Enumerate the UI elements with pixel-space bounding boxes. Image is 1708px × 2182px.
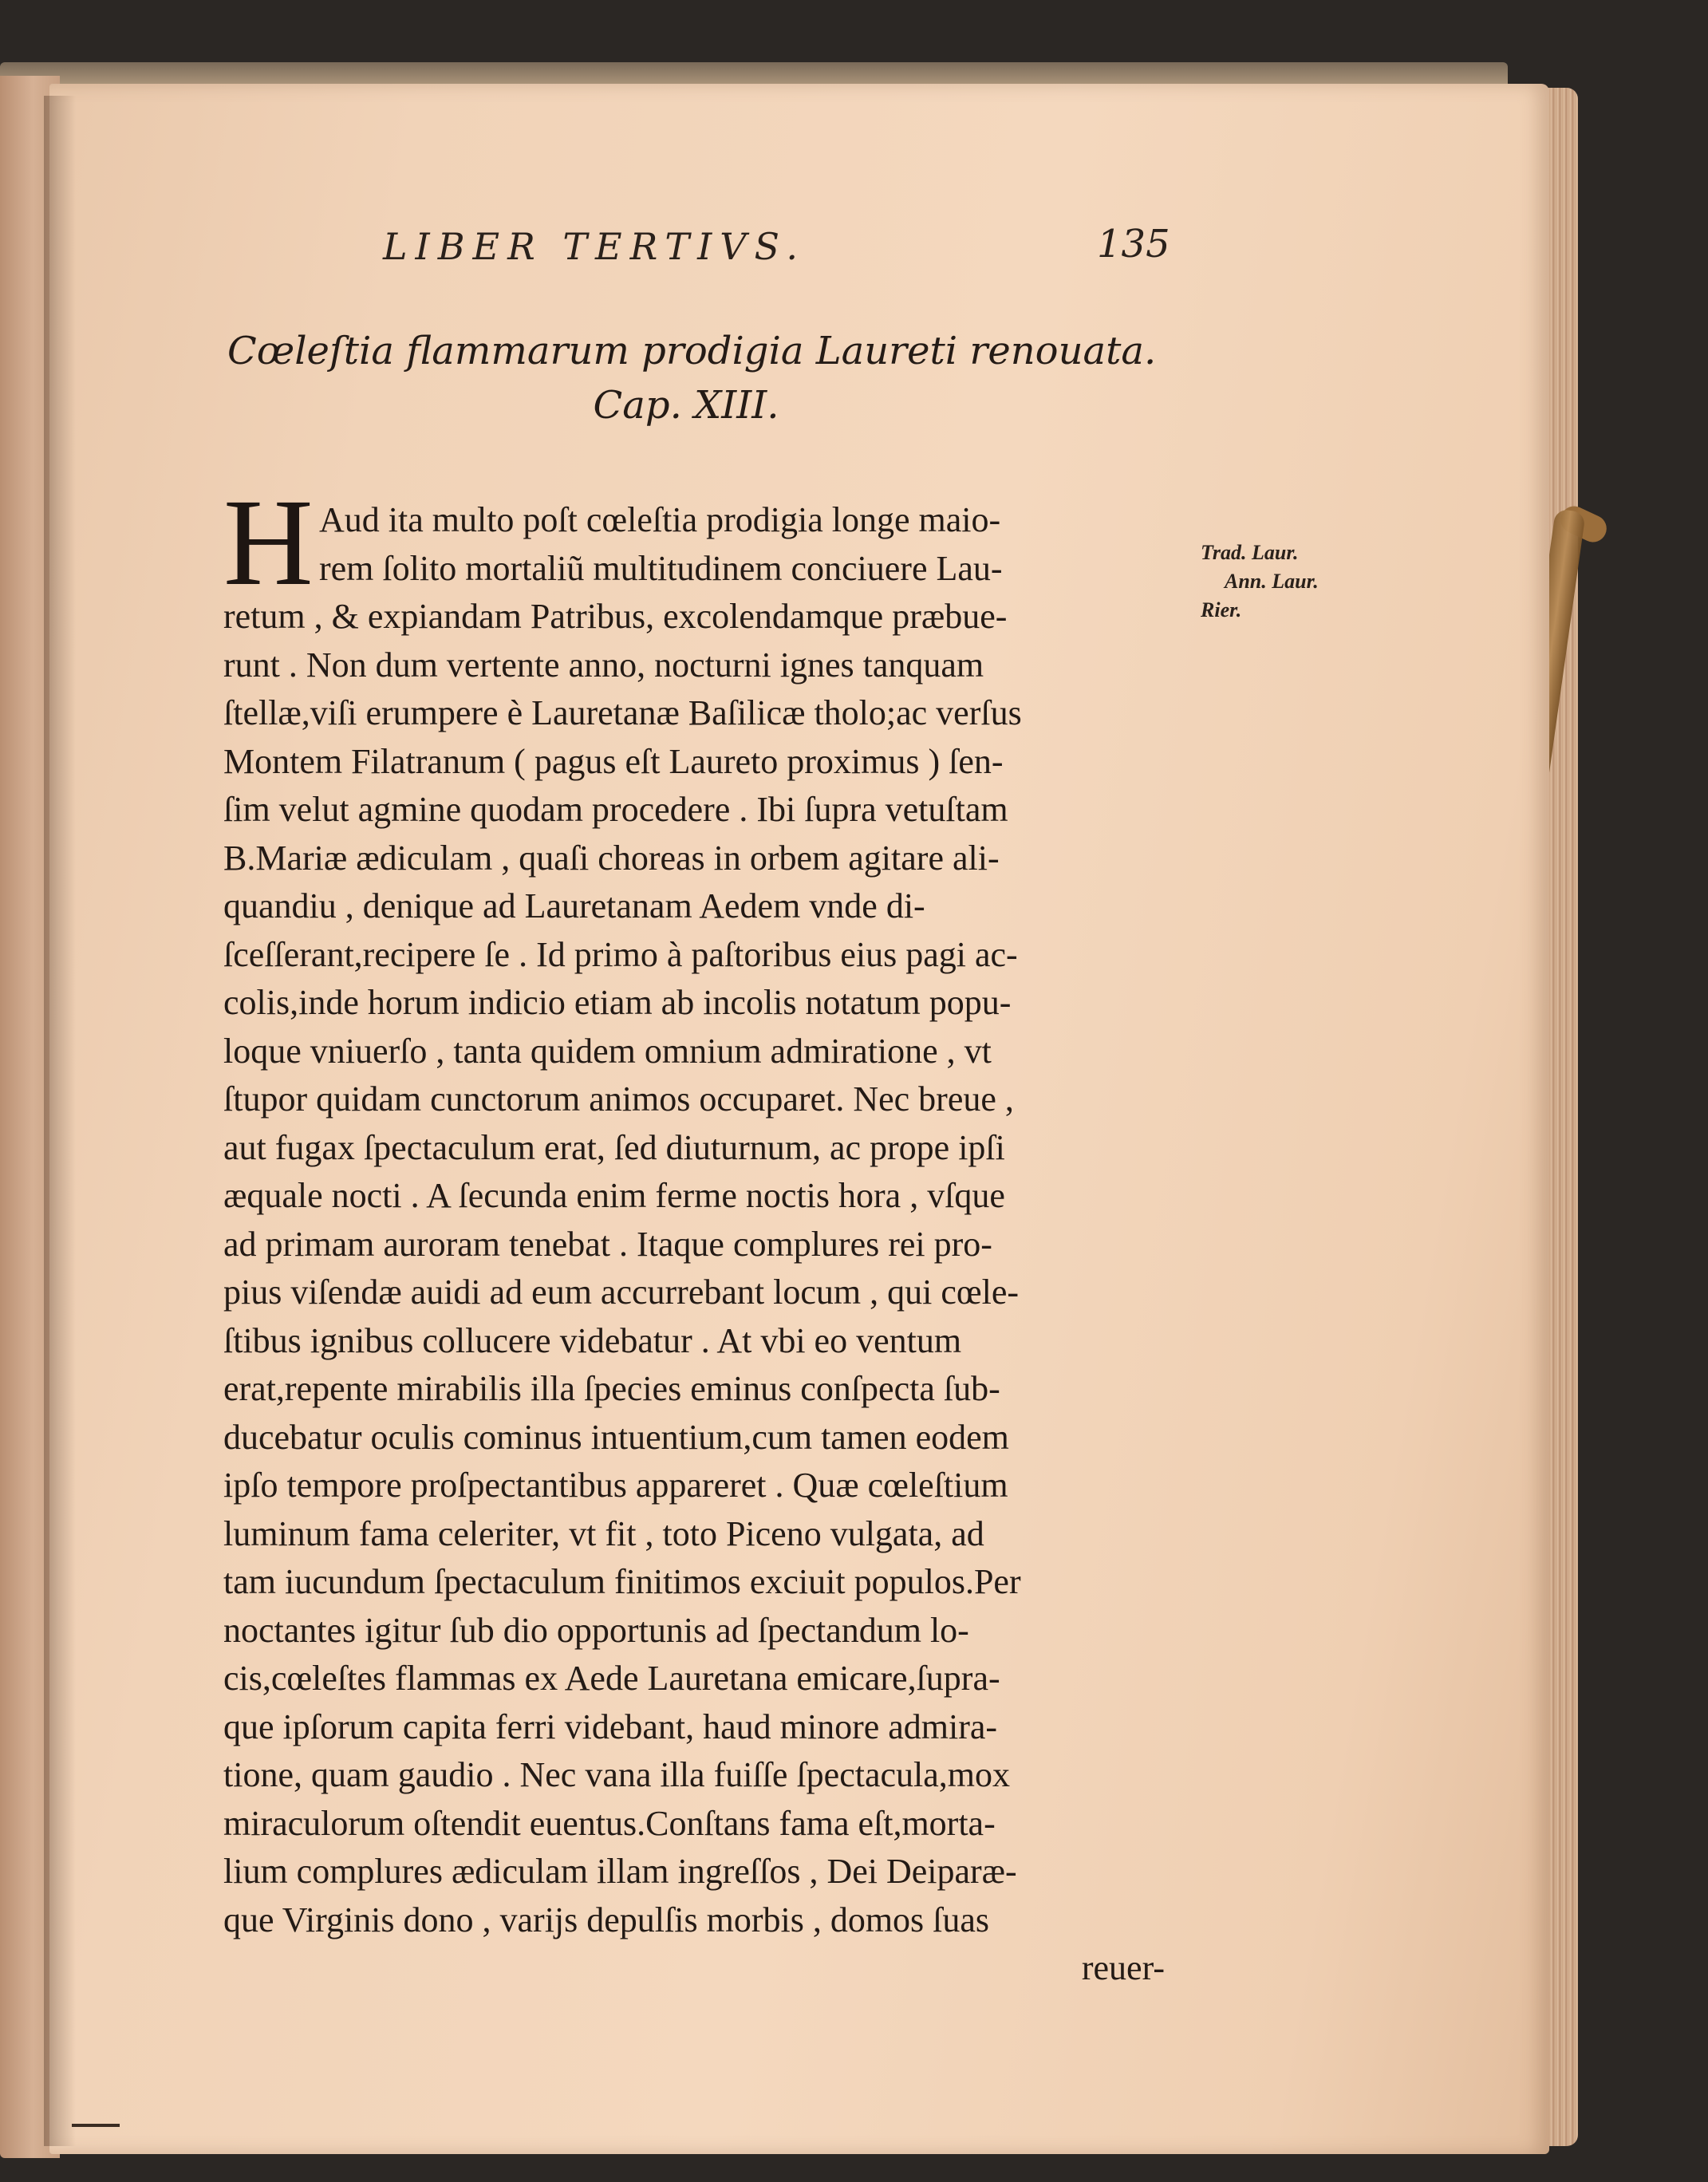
- text-line: tam iucundum ſpectaculum finitimos exciuit populos.Per: [223, 1562, 1021, 1601]
- text-line: colis,inde horum indicio etiam ab incolis notatum popu-: [223, 983, 1012, 1022]
- text-line: B.Mariæ ædiculam , quaſi choreas in orbem agitare ali-: [223, 838, 1000, 878]
- text-line: ſim velut agmine quodam procedere . Ibi ſupra vetuſtam: [223, 790, 1008, 829]
- text-line: que ipſorum capita ferri videbant, haud minore admira-: [223, 1707, 998, 1746]
- text-line: runt . Non dum vertente anno, nocturni ignes tanquam: [223, 645, 984, 685]
- margin-note: Ann. Laur.: [1225, 570, 1319, 593]
- drop-cap: H: [223, 473, 314, 611]
- text-line: miraculorum oſtendit euentus.Conſtans fama eſt,morta-: [223, 1803, 996, 1843]
- text-line: æquale nocti . A ſecunda enim ferme noctis hora , vſque: [223, 1176, 1005, 1215]
- catchword: reuer-: [1081, 1948, 1165, 1987]
- chapter-number: Cap. XIII.: [593, 383, 779, 428]
- text-line: quandiu , denique ad Lauretanam Aedem vnde di-: [223, 886, 925, 925]
- chapter-title: Cœleſtia flammarum prodigia Laureti renouata.: [227, 329, 1157, 373]
- text-line: erat,repente mirabilis illa ſpecies eminus conſpecta ſub-: [223, 1369, 1000, 1408]
- text-line: que Virginis dono , varijs depulſis morbis , domos ſuas: [223, 1900, 990, 1939]
- text-line: luminum fama celeriter, vt fit , toto Piceno vulgata, ad: [223, 1513, 984, 1553]
- text-line: ſtibus ignibus collucere videbatur . At vbi eo ventum: [223, 1320, 962, 1360]
- body-text: [223, 496, 1181, 1993]
- margin-notes: [1201, 539, 1344, 625]
- margin-note: Trad. Laur.: [1201, 541, 1299, 564]
- ink-mark: [72, 2124, 120, 2127]
- text-line: tione, quam gaudio . Nec vana illa fuiſſe ſpectacula,mox: [223, 1755, 1010, 1794]
- text-line: Montem Filatranum ( pagus eſt Laureto proximus ) ſen-: [223, 741, 1004, 781]
- text-line: ſtellæ,viſi erumpere è Lauretanæ Baſilicæ tholo;ac verſus: [223, 693, 1022, 732]
- text-line: Aud ita multo poſt cœleſtia prodigia longe maio-: [319, 500, 1001, 539]
- text-line: rem ſolito mortaliũ multitudinem conciuere Lau-: [319, 548, 1003, 588]
- text-line: ad primam auroram tenebat . Itaque complures rei pro-: [223, 1224, 992, 1264]
- text-line: lium complures ædiculam illam ingreſſos , Dei Deiparæ-: [223, 1852, 1017, 1891]
- text-line: ſtupor quidam cunctorum animos occuparet. Nec breue ,: [223, 1079, 1014, 1119]
- text-line: ducebatur oculis cominus intuentium,cum tamen eodem: [223, 1417, 1009, 1457]
- text-line: pius viſendæ auidi ad eum accurrebant locum , qui cœle-: [223, 1273, 1020, 1312]
- margin-note: Rier.: [1201, 598, 1242, 621]
- text-line: noctantes igitur ſub dio opportunis ad ſpectandum lo-: [223, 1610, 969, 1650]
- text-line: loque vniuerſo , tanta quidem omnium admiratione , vt: [223, 1031, 992, 1071]
- text-line: retum , & expiandam Patribus, excolendamque præbue-: [223, 597, 1008, 636]
- text-line: aut fugax ſpectaculum erat, ſed diuturnum, ac prope ipſi: [223, 1127, 1005, 1167]
- running-title: LIBER TERTIVS.: [382, 225, 806, 268]
- text-line: cis,cœleſtes flammas ex Aede Lauretana emicare,ſupra-: [223, 1659, 1000, 1698]
- text-line: ſceſſerant,recipere ſe . Id primo à paſtoribus eius pagi ac-: [223, 934, 1018, 974]
- page-number: 135: [1097, 222, 1170, 266]
- text-line: ipſo tempore proſpectantibus appareret . Quæ cœleſtium: [223, 1466, 1008, 1505]
